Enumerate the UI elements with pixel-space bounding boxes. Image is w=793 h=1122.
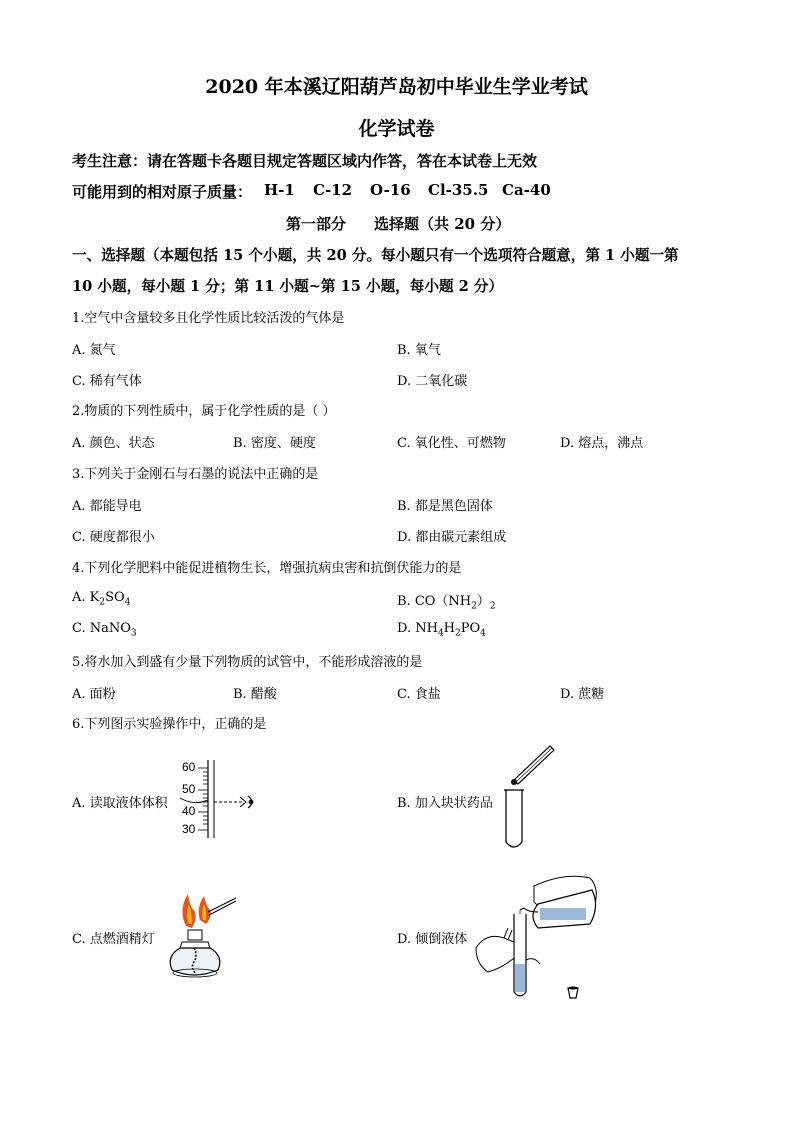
- q4-d-mid2: PO: [460, 621, 481, 636]
- q4-option-b-label: B. CO（NH: [397, 594, 472, 609]
- q3-option-b: B. 都是黑色固体: [397, 499, 493, 514]
- atomic-mass-cl: Cl-35.5: [428, 181, 489, 199]
- q1-option-b: B. 氧气: [397, 343, 441, 358]
- question-1-stem: 1.空气中含量较多且化学性质比较活泼的气体是: [72, 311, 345, 326]
- q6-option-b: B. 加入块状药品: [397, 796, 493, 811]
- alcohol-lamp-figure: [164, 890, 244, 982]
- q4-a-mid: SO: [105, 590, 125, 605]
- q1-option-d: D. 二氧化碳: [397, 374, 468, 389]
- q4-d-sub3: 4: [480, 628, 486, 639]
- part1-heading-b: 选择题（共 20 分）: [374, 215, 511, 233]
- question-3-stem: 3.下列关于金刚石与石墨的说法中正确的是: [72, 467, 319, 482]
- section-instructions-line2: 10 小题，每小题 1 分；第 11 小题~第 15 小题，每小题 2 分）: [72, 278, 504, 295]
- cylinder-tick-50: 50: [182, 782, 196, 796]
- q4-a-sub1: 2: [99, 597, 106, 608]
- cylinder-tick-40: 40: [182, 804, 196, 818]
- q4-d-sub2: 2: [455, 628, 461, 639]
- exam-title: 2020 年本溪辽阳葫芦岛初中毕业生学业考试: [205, 76, 588, 98]
- q4-b-sub2: 2: [489, 601, 496, 612]
- atomic-mass-c: C-12: [313, 181, 353, 199]
- q4-a-sub2: 4: [124, 597, 131, 608]
- question-2-stem: 2.物质的下列性质中，属于化学性质的是（ ）: [72, 404, 336, 419]
- q4-c-sub: 3: [130, 628, 137, 639]
- question-6-stem: 6.下列图示实验操作中，正确的是: [72, 717, 267, 732]
- atomic-mass-label: 可能用到的相对原子质量：: [72, 183, 253, 201]
- q1-option-c: C. 稀有气体: [72, 374, 142, 389]
- q2-option-d: D. 熔点，沸点: [560, 436, 644, 451]
- q4-b-end: ）: [476, 594, 490, 609]
- q2-option-c: C. 氧化性、可燃物: [397, 436, 506, 451]
- q4-option-d-label: D. NH: [397, 621, 438, 636]
- q6-option-c: C. 点燃酒精灯: [72, 932, 155, 947]
- q5-option-b: B. 醋酸: [233, 687, 277, 702]
- q1-option-a: A. 氮气: [72, 343, 116, 358]
- notice: 考生注意：请在答题卡各题目规定答题区域内作答，答在本试卷上无效: [72, 152, 538, 170]
- q4-d-sub1: 4: [437, 628, 444, 639]
- q6-option-d: D. 倾倒液体: [397, 932, 468, 947]
- q4-option-d: [397, 621, 486, 639]
- q4-option-c-label: C. NaNO: [72, 621, 131, 636]
- cylinder-tick-30: 30: [182, 822, 196, 836]
- q5-option-a: A. 面粉: [72, 687, 116, 702]
- q5-option-c: C. 食盐: [397, 687, 441, 702]
- part1-heading-a: 第一部分: [286, 215, 347, 233]
- q2-option-b: B. 密度、硬度: [233, 436, 316, 451]
- atomic-mass-ca: Ca-40: [502, 181, 551, 199]
- question-4-stem: 4.下列化学肥料中能促进植物生长，增强抗病虫害和抗倒伏能力的是: [72, 561, 462, 576]
- q4-option-c: [72, 621, 137, 639]
- question-5-stem: 5.将水加入到盛有少量下列物质的试管中，不能形成溶液的是: [72, 655, 423, 670]
- q4-b-sub1: 2: [471, 601, 477, 612]
- q4-option-b: [397, 590, 496, 612]
- q4-option-a-label: A. K: [72, 590, 100, 605]
- atomic-mass-h: H-1: [264, 181, 295, 199]
- cylinder-tick-60: 60: [182, 760, 196, 774]
- q4-d-mid1: H: [443, 621, 456, 636]
- graduated-cylinder-figure: [176, 758, 266, 840]
- q3-option-a: A. 都能导电: [72, 499, 142, 514]
- section-instructions-line1: 一、选择题（本题包括 15 个小题，共 20 分。每小题只有一个选项符合题意，第 1 小题一第: [72, 247, 679, 264]
- test-tube-solid-figure: [500, 742, 560, 854]
- q3-option-c: C. 硬度都很小: [72, 530, 155, 545]
- q4-option-a: [72, 590, 130, 608]
- exam-subtitle: 化学试卷: [358, 118, 435, 140]
- atomic-mass-o: O-16: [370, 181, 411, 199]
- q3-option-d: D. 都由碳元素组成: [397, 530, 507, 545]
- q5-option-d: D. 蔗糖: [560, 687, 605, 702]
- q2-option-a: A. 颜色、状态: [72, 436, 155, 451]
- atomic-mass-line: [72, 181, 551, 202]
- pouring-liquid-figure: [474, 868, 624, 1004]
- q6-option-a: A. 读取液体体积: [72, 796, 168, 811]
